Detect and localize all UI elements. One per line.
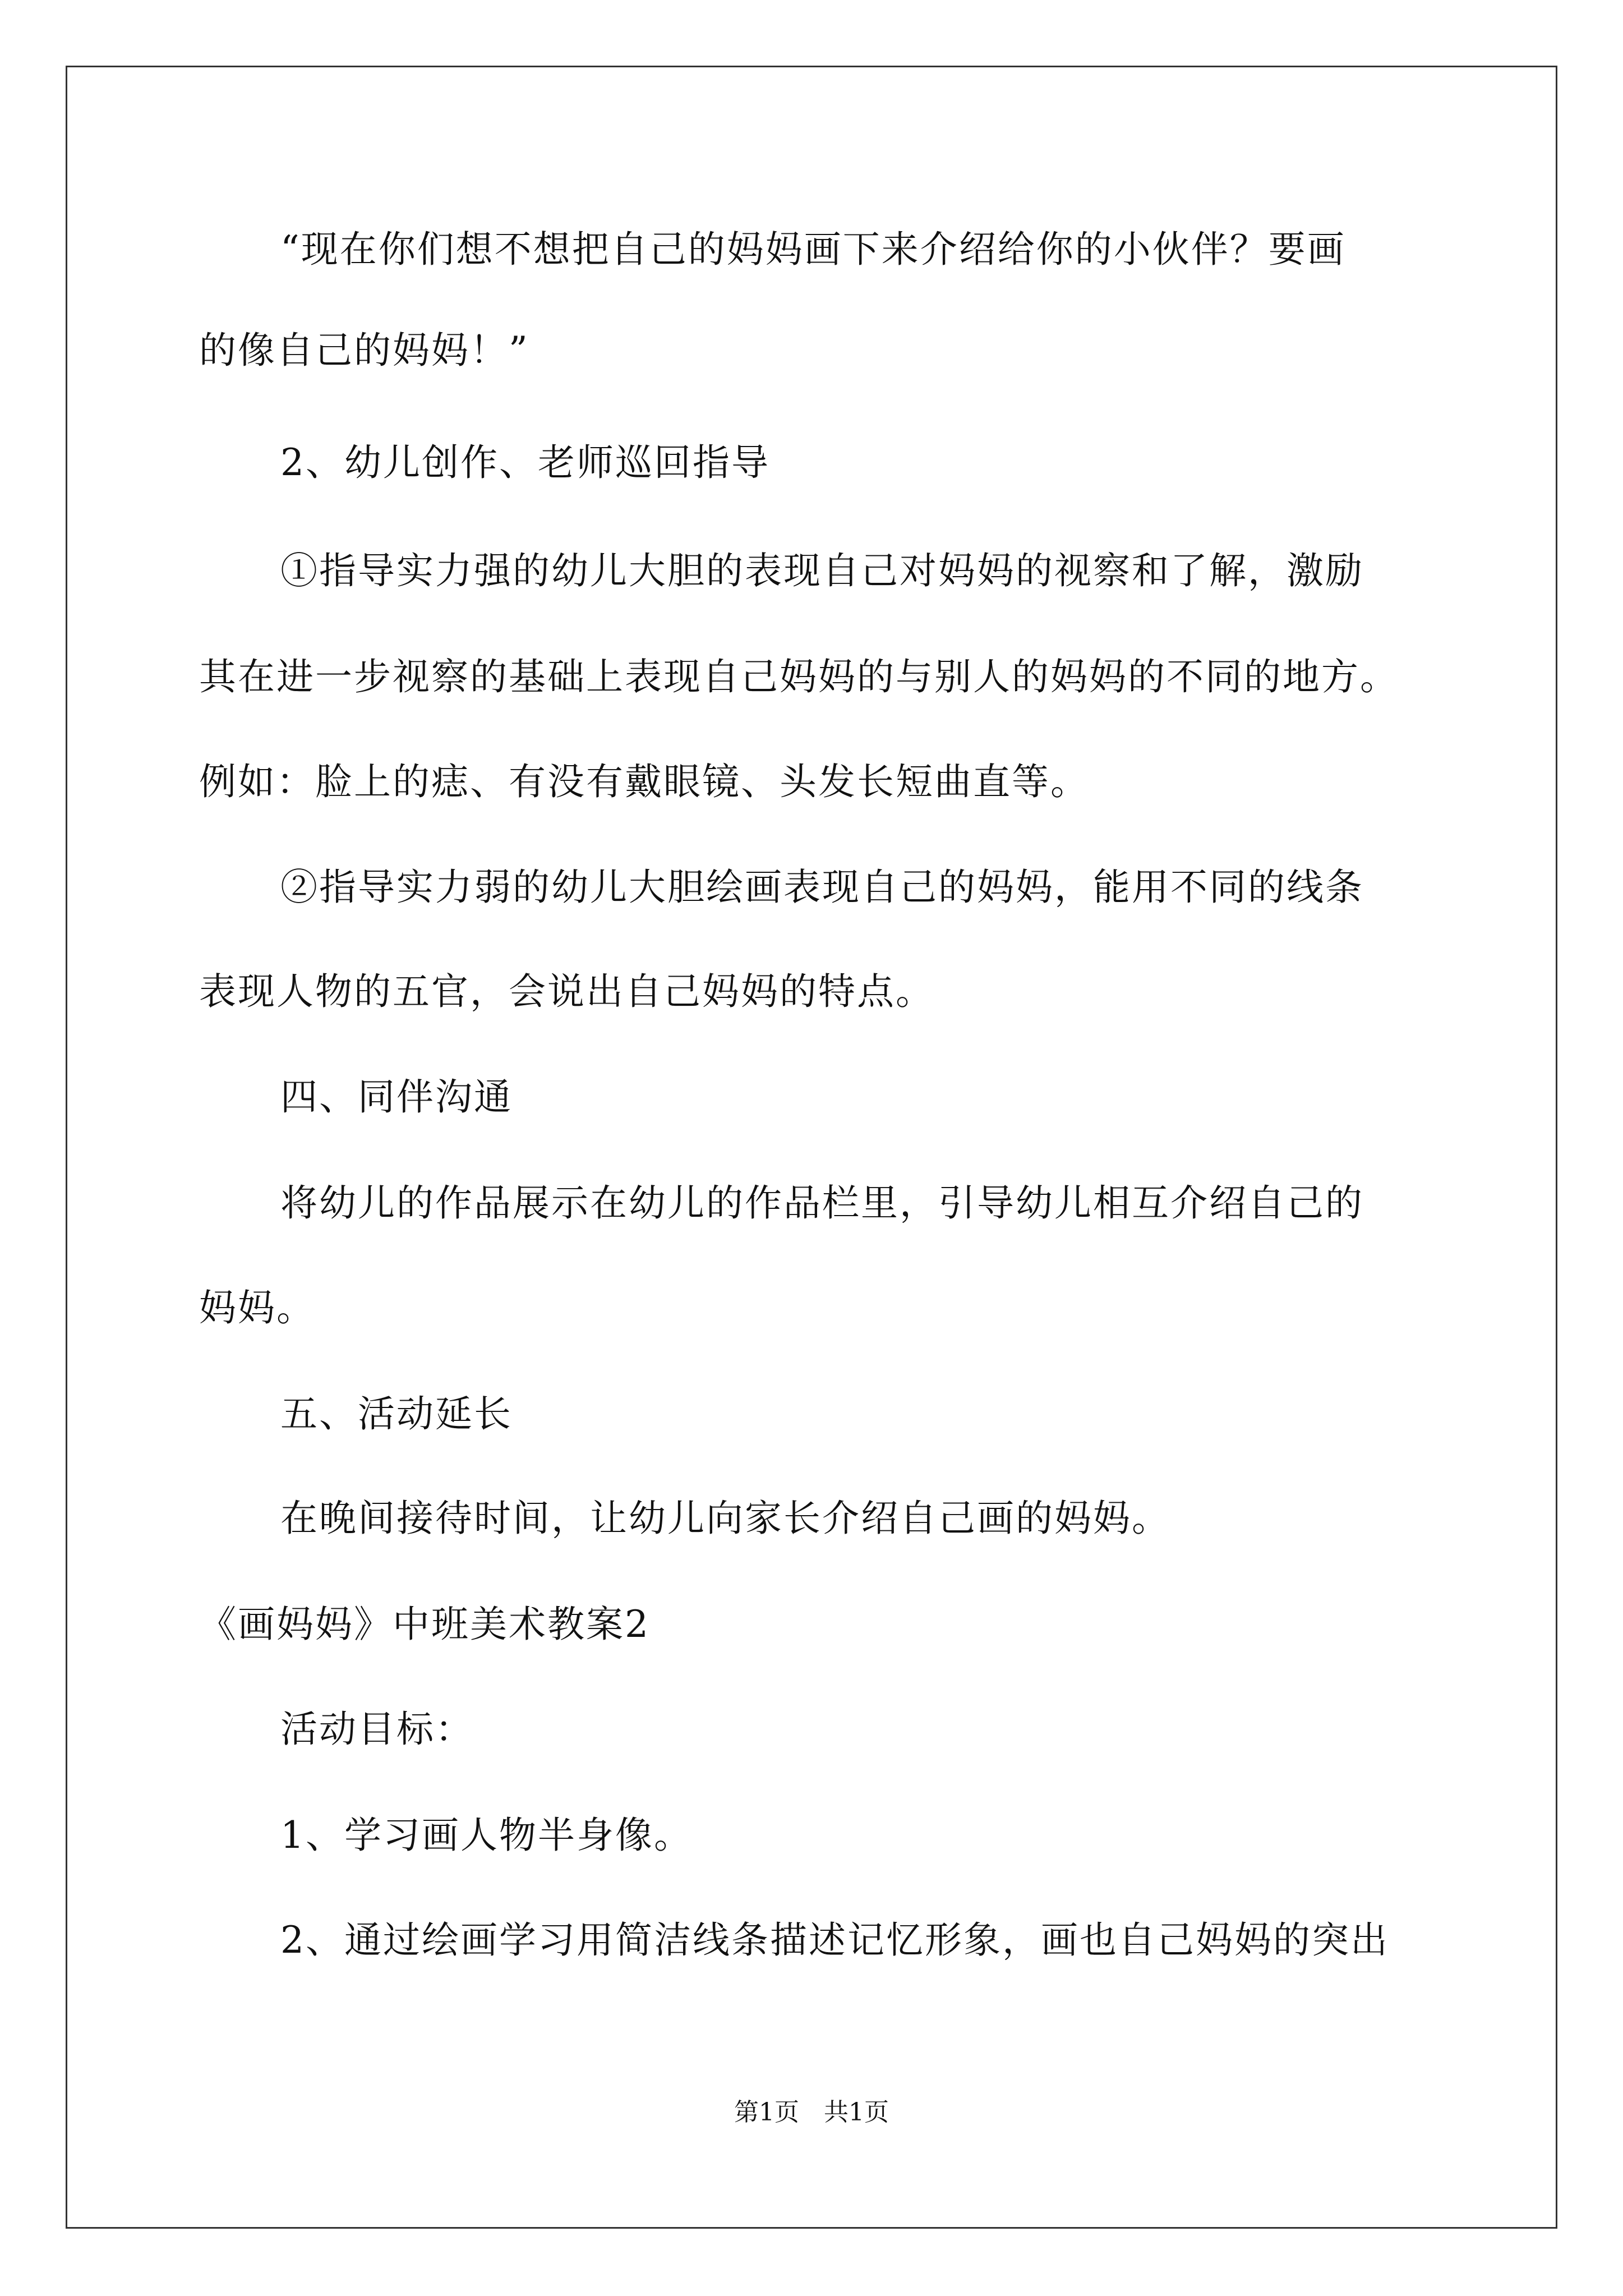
paragraph-line: 的像自己的妈妈！” (199, 329, 529, 372)
paragraph-line: 其在进一步视察的基础上表现自己妈妈的与别人的妈妈的不同的地方。 (199, 655, 1399, 698)
paragraph-line: “现在你们想不想把自己的妈妈画下来介绍给你的小伙伴？要画 (280, 228, 1346, 271)
paragraph-line: 表现人物的五官，会说出自己妈妈的特点。 (199, 970, 934, 1013)
paragraph-line: 2、通过绘画学习用简洁线条描述记忆形象，画也自己妈妈的突出 (280, 1918, 1389, 1962)
paragraph-line: ①指导实力强的幼儿大胆的表现自己对妈妈的视察和了解，激励 (280, 549, 1364, 592)
page-number: 第1页 共1页 (734, 2098, 889, 2127)
paragraph-line: 将幼儿的作品展示在幼儿的作品栏里，引导幼儿相互介绍自己的 (280, 1181, 1364, 1225)
section-heading: 2、幼儿创作、老师巡回指导 (280, 441, 770, 484)
paragraph-line: ②指导实力弱的幼儿大胆绘画表现自己的妈妈，能用不同的线条 (280, 866, 1364, 909)
paragraph-line: 妈妈。 (199, 1286, 315, 1329)
paragraph-line: 例如：脸上的痣、有没有戴眼镜、头发长短曲直等。 (199, 760, 1089, 803)
paragraph-line: 1、学习画人物半身像。 (280, 1814, 693, 1857)
section-heading: 五、活动延长 (280, 1392, 513, 1435)
section-heading: 四、同伴沟通 (280, 1075, 513, 1119)
paragraph-line: 在晚间接待时间，让幼儿向家长介绍自己画的妈妈。 (280, 1497, 1170, 1540)
document-title: 《画妈妈》中班美术教案2 (199, 1603, 650, 1646)
section-heading: 活动目标： (280, 1708, 474, 1751)
page-border (66, 66, 1557, 2229)
